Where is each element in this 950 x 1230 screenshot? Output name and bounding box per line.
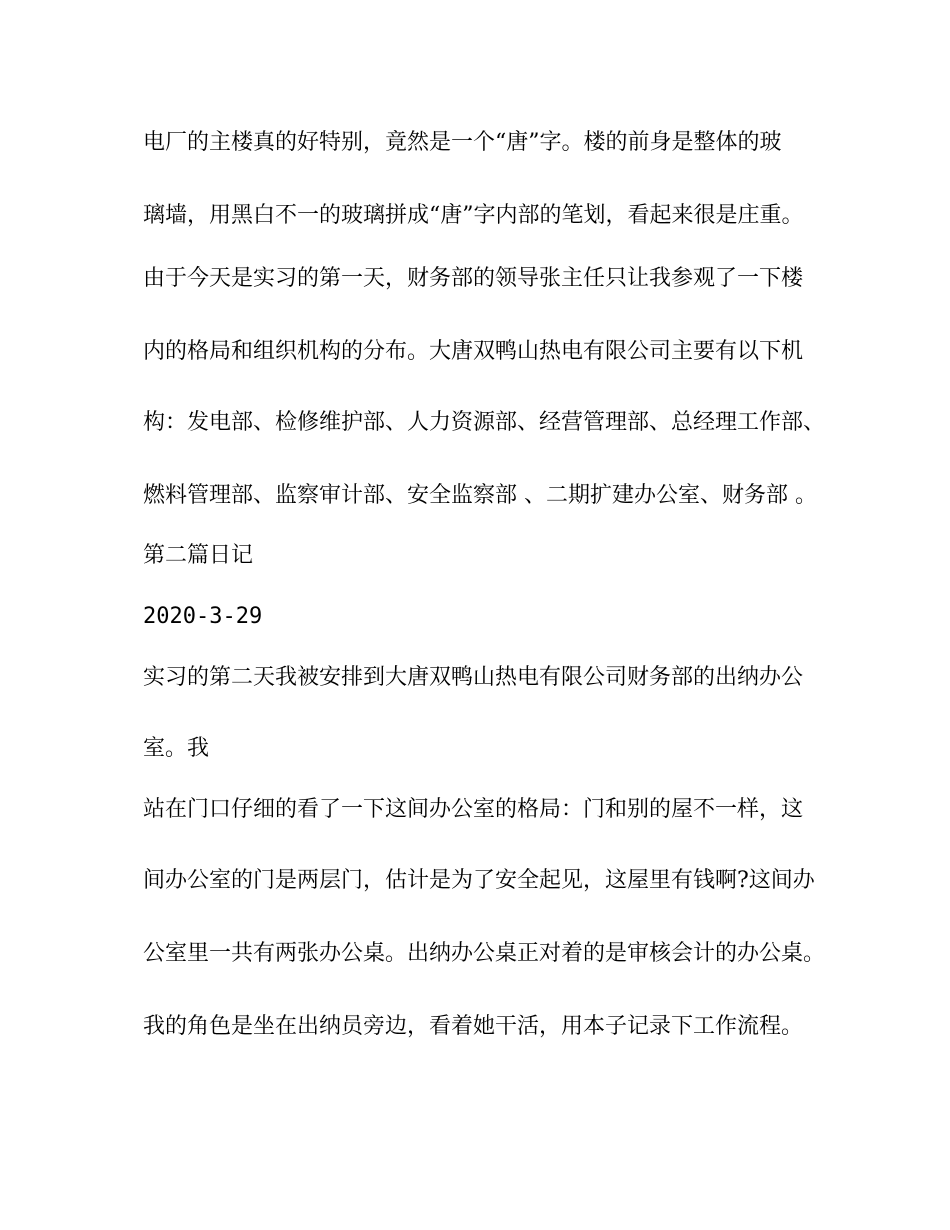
paragraph-line: 燃料管理部、监察审计部、安全监察部 、二期扩建办公室、财务部 。 — [143, 483, 817, 508]
paragraph-line: 间办公室的门是两层门，估计是为了安全起见，这屋里有钱啊?这间办 — [143, 868, 815, 893]
paragraph-line: 璃墙，用黑白不一的玻璃拼成“唐”字内部的笔划，看起来很是庄重。 — [143, 203, 804, 228]
paragraph-line: 构：发电部、检修维护部、人力资源部、经营管理部、总经理工作部、 — [143, 410, 826, 435]
paragraph-line: 由于今天是实习的第一天，财务部的领导张主任只让我参观了一下楼 — [143, 266, 804, 291]
paragraph-line: 电厂的主楼真的好特别，竟然是一个“唐”字。楼的前身是整体的玻 — [143, 130, 782, 155]
paragraph-line: 站在门口仔细的看了一下这间办公室的格局：门和别的屋不一样，这 — [143, 797, 804, 822]
section-heading: 第二篇日记 — [143, 543, 254, 568]
paragraph-line: 实习的第二天我被安排到大唐双鸭山热电有限公司财务部的出纳办公 — [143, 665, 804, 690]
paragraph-line: 内的格局和组织机构的分布。大唐双鸭山热电有限公司主要有以下机 — [143, 339, 804, 364]
paragraph-line: 公室里一共有两张办公桌。出纳办公桌正对着的是审核会计的办公桌。 — [143, 941, 826, 966]
diary-date: 2020-3-29 — [143, 604, 263, 629]
paragraph-line: 室。我 — [143, 736, 210, 761]
paragraph-line: 我的角色是坐在出纳员旁边，看着她干活，用本子记录下工作流程。 — [143, 1014, 804, 1039]
